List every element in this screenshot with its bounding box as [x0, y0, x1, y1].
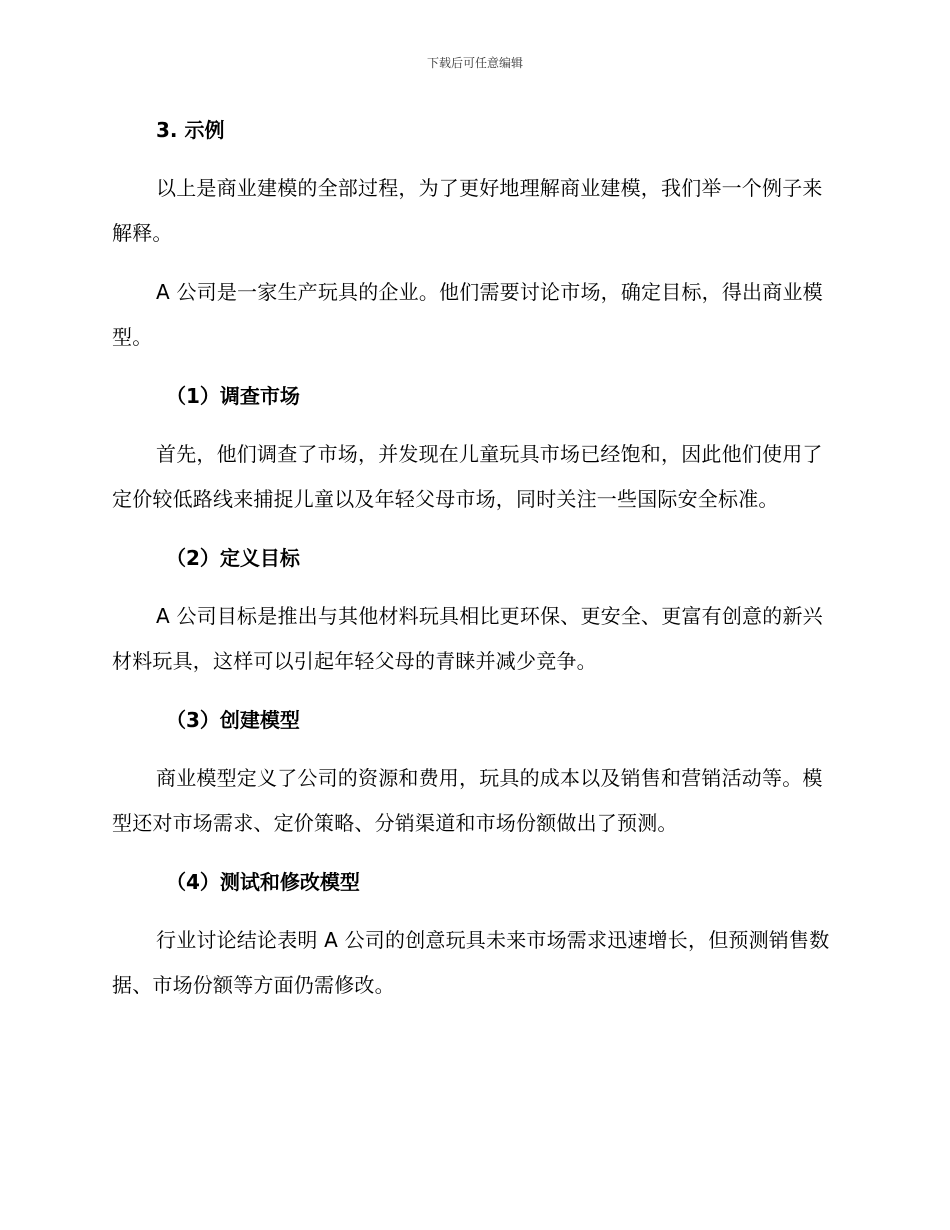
step-2-title: （2）定义目标	[166, 546, 300, 570]
step-3-paragraph: 商业模型定义了公司的资源和费用，玩具的成本以及销售和营销活动等。模型还对市场需求、定价策略、分销渠道和市场份额做出了预测。	[112, 766, 823, 835]
step-4-title: （4）测试和修改模型	[166, 870, 360, 894]
section-title: 3. 示例	[156, 118, 225, 142]
page-header-note: 下载后可任意编辑	[426, 56, 523, 70]
step-3-title: （3）创建模型	[166, 708, 300, 732]
document-body	[112, 108, 834, 1008]
step-1-title: （1）调查市场	[166, 384, 300, 408]
step-4-paragraph: 行业讨论结论表明 A 公司的创意玩具未来市场需求迅速增长，但预测销售数据、市场份额等方面仍需修改。	[112, 928, 830, 997]
step-1-paragraph: 首先，他们调查了市场，并发现在儿童玩具市场已经饱和，因此他们使用了定价较低路线来捕捉儿童以及年轻父母市场，同时关注一些国际安全标准。	[112, 442, 823, 511]
intro-paragraph: 以上是商业建模的全部过程，为了更好地理解商业建模，我们举一个例子来解释。	[112, 176, 823, 245]
company-paragraph: A 公司是一家生产玩具的企业。他们需要讨论市场，确定目标，得出商业模型。	[112, 280, 823, 349]
step-2-paragraph: A 公司目标是推出与其他材料玩具相比更环保、更安全、更富有创意的新兴材料玩具，这样可以引起年轻父母的青睐并减少竞争。	[112, 604, 823, 673]
